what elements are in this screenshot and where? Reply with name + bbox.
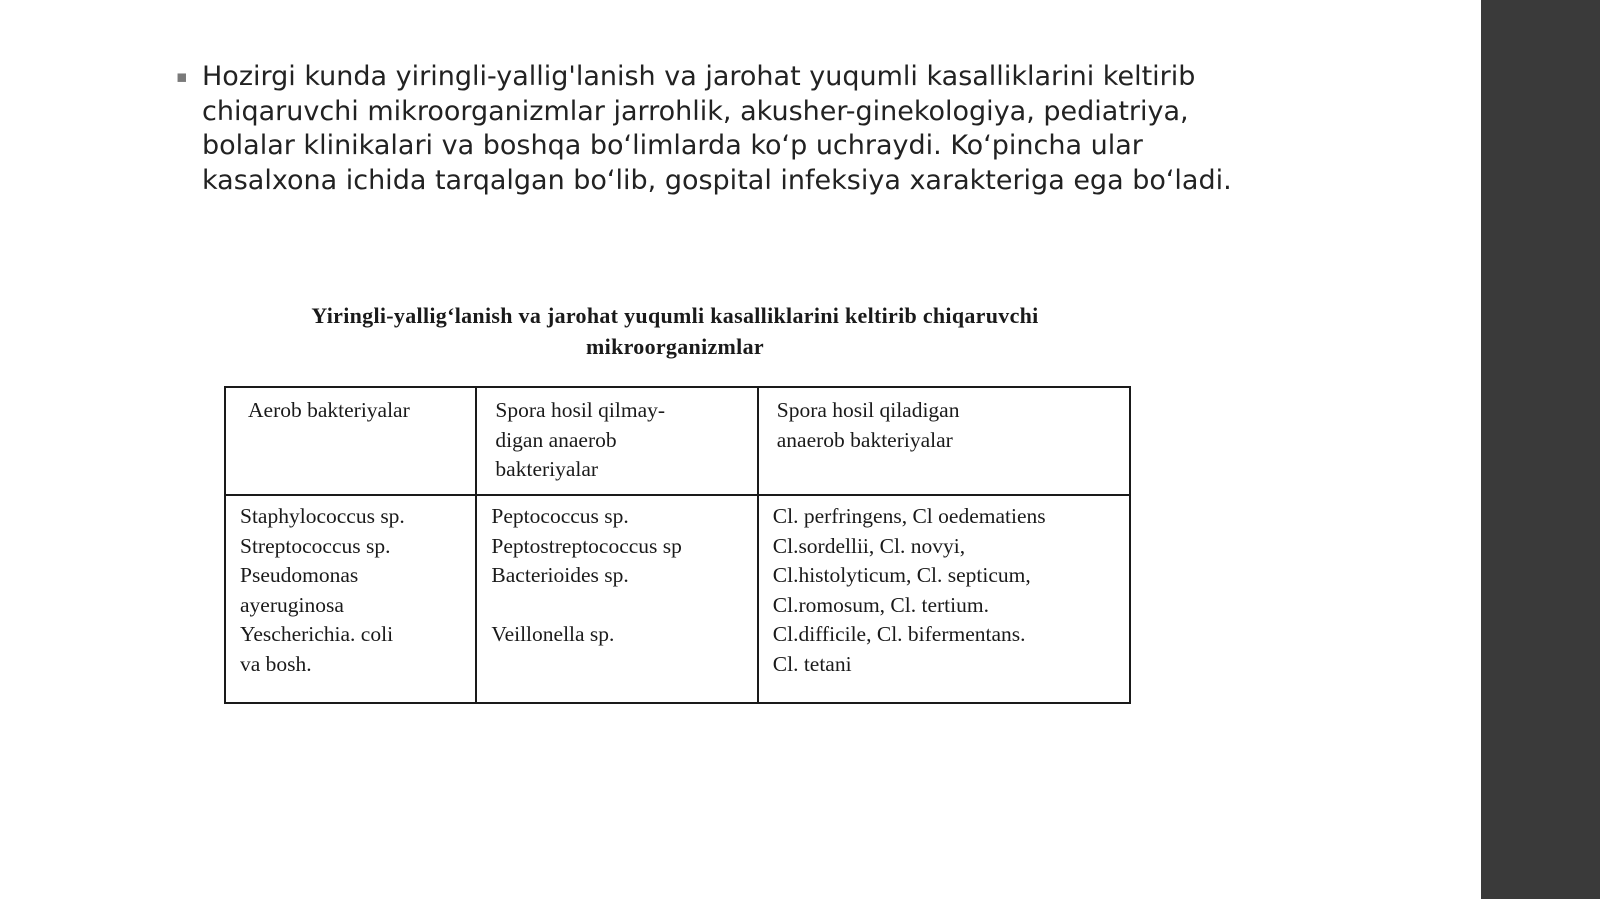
header-spore-anaerobic <box>758 387 1130 495</box>
microorganisms-table <box>224 386 1131 704</box>
organism: Cl.difficile, Cl. bifermentans. <box>772 622 1026 646</box>
bullet-marker-icon: ▪ <box>176 67 188 87</box>
header-line: Spora hosil qilmay- <box>495 398 666 422</box>
side-bar <box>1481 0 1600 899</box>
bullet-paragraph <box>176 60 1286 198</box>
organism: Bacterioides sp. <box>491 563 629 587</box>
bullet-text: Hozirgi kunda yiringli-yallig'lanish va jarohat yuqumli kasalliklarini keltirib chiqaruvchi mikroorganizmlar jarrohlik, akusher-ginekologiya, pediatriya, bolalar klinikalari va boshqa bo‘limlarda ko‘p uchraydi. Ko‘pincha ular kasalxona ichida tarqalgan bo‘lib, gospital infeksiya xarakteriga ega bo‘ladi. <box>202 61 1232 196</box>
organism: Peptococcus sp. <box>491 504 629 528</box>
header-line: anaerob bakteriyalar <box>776 427 953 452</box>
organism: va bosh. <box>240 651 312 676</box>
table-title <box>220 300 1130 362</box>
organism: Cl.histolyticum, Cl. septicum, <box>772 563 1031 587</box>
cell-spore-anaerobic <box>758 495 1130 703</box>
cell-non-spore-anaerobic <box>476 495 757 703</box>
table-title-line-1: Yiringli-yallig‘lanish va jarohat yuqumli kasalliklarini keltirib chiqaruvchi <box>311 303 1039 328</box>
cell-aerobic <box>225 495 476 703</box>
spacer <box>491 591 748 621</box>
header-line: digan anaerob <box>495 427 617 452</box>
organism: Cl.romosum, Cl. tertium. <box>772 592 989 617</box>
table-row <box>225 495 1130 703</box>
organism: Yescherichia. coli <box>240 622 394 646</box>
organism: Cl. perfringens, Cl oedematiens <box>772 504 1046 528</box>
organism: ayeruginosa <box>240 592 344 617</box>
organism: Cl.sordellii, Cl. novyi, <box>772 533 966 558</box>
organism: Veillonella sp. <box>491 622 615 646</box>
header-non-spore-anaerobic <box>476 387 757 495</box>
header-aerobic <box>225 387 476 495</box>
header-line: bakteriyalar <box>495 457 599 481</box>
organism: Staphylococcus sp. <box>240 504 405 528</box>
organism: Streptococcus sp. <box>240 533 391 558</box>
organism: Peptostreptococcus sp <box>491 533 682 558</box>
table-title-line-2: mikroorganizmlar <box>586 334 764 359</box>
header-line: Spora hosil qiladigan <box>776 398 960 422</box>
header-line: Aerob bakteriyalar <box>248 398 410 422</box>
organism: Cl. tetani <box>772 651 852 676</box>
table-header-row <box>225 387 1130 495</box>
organism: Pseudomonas <box>240 563 359 587</box>
